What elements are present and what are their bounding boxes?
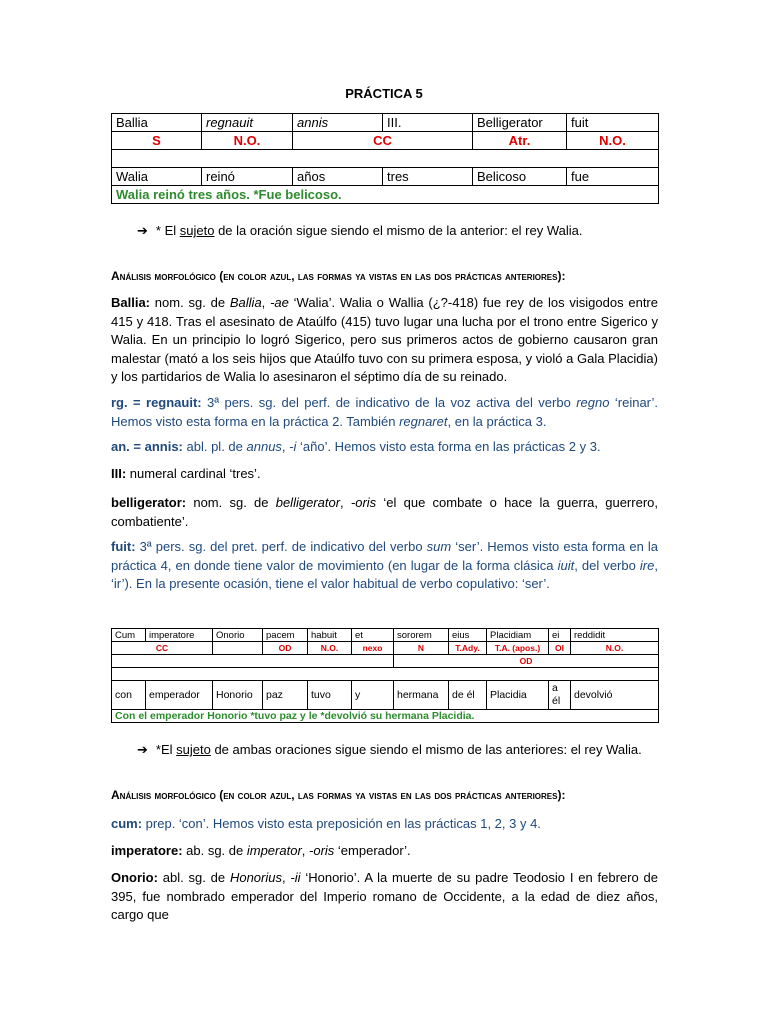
note-1: ➔ * El sujeto de la oración sigue siendo el mismo de la anterior: el rey Walia. xyxy=(137,223,583,238)
latin-word: habuit xyxy=(308,629,352,642)
latin-word: Placidiam xyxy=(487,629,549,642)
spanish-word: con xyxy=(112,681,146,710)
latin-word: et xyxy=(352,629,394,642)
latin-word: eius xyxy=(449,629,487,642)
entry-ballia: Ballia: nom. sg. de Ballia, -ae ‘Walia’. Walia o Wallia (¿?-418) fue rey de los visigodos entre 415 y 418. Tras el asesinato de Ataúlfo (415) tuvo lugar una lucha por el trono entre Sigerico y Walia. En un principio lo logró Sigerico, pero sus primeros actos de gobierno causaron gran malestar (mató a los seis hijos que Ataúlfo tuvo con su primera esposa, y violó a Gala Placidia) y los partidarios de Walia lo asesinaron el séptimo día de su reinado. xyxy=(111,295,658,384)
latin-word: regnauit xyxy=(202,114,293,132)
section-heading-1: Análisis morfológico (en color azul, las formas ya vistas en las dos prácticas anteriores): xyxy=(111,269,566,283)
entry-cum: cum: prep. ‘con’. Hemos visto esta preposición en las prácticas 1, 2, 3 y 4. xyxy=(111,816,541,831)
spanish-word: años xyxy=(293,168,383,186)
function-label: nexo xyxy=(352,642,394,655)
arrow-right-icon: ➔ xyxy=(137,742,148,757)
arrow-right-icon: ➔ xyxy=(137,223,148,238)
latin-word: Ballia xyxy=(112,114,202,132)
spanish-word: Placidia xyxy=(487,681,549,710)
spanish-word: tres xyxy=(383,168,473,186)
function-label: CC xyxy=(112,642,213,655)
latin-word: Cum xyxy=(112,629,146,642)
spanish-word: Walia xyxy=(112,168,202,186)
function-row xyxy=(112,132,659,150)
function-label: OI xyxy=(549,642,571,655)
translation-row xyxy=(112,710,659,723)
function-label: N.O. xyxy=(571,642,659,655)
latin-word: III. xyxy=(383,114,473,132)
function-label: N xyxy=(394,642,449,655)
empty-row xyxy=(112,668,659,681)
spanish-row xyxy=(112,681,659,710)
spanish-word: tuvo xyxy=(308,681,352,710)
entry-fuit: fuit: 3ª pers. sg. del pret. perf. de indicativo del verbo sum ‘ser’. Hemos visto esta forma en la práctica 4, en donde tiene valor de movimiento (en lugar de la forma clásica iuit, del verbo ire, ‘ir’). En la presente ocasión, tiene el valor habitual de verbo copulativo: ‘ser’. xyxy=(111,539,658,591)
spanish-word: Honorio xyxy=(213,681,263,710)
entry-onorio: Onorio: abl. sg. de Honorius, -ii ‘Honorio’. A la muerte de su padre Teodosio I en febrero de 395, fue nombrado emperador del Imperio romano de Occidente, a la edad de diez años, cargo que xyxy=(111,870,658,922)
latin-word: imperatore xyxy=(146,629,213,642)
spanish-word: hermana xyxy=(394,681,449,710)
function-label: T.Ady. xyxy=(449,642,487,655)
latin-word: fuit xyxy=(567,114,659,132)
page-title: PRÁCTICA 5 xyxy=(345,86,423,101)
function-row xyxy=(112,642,659,655)
function-label xyxy=(213,642,263,655)
latin-row xyxy=(112,114,659,132)
spanish-word: Belicoso xyxy=(473,168,567,186)
analysis-table-2 xyxy=(111,628,659,723)
section-heading-2: Análisis morfológico (en color azul, las formas ya vistas en las dos prácticas anteriores): xyxy=(111,788,566,802)
spanish-row xyxy=(112,168,659,186)
spanish-word: reinó xyxy=(202,168,293,186)
entry-annis: an. = annis: abl. pl. de annus, -i ‘año’. Hemos visto esta forma en las prácticas 2 y 3. xyxy=(111,439,601,454)
entry-iii: III: numeral cardinal ‘tres’. xyxy=(111,466,261,481)
spanish-word: paz xyxy=(263,681,308,710)
function-label: S xyxy=(112,132,202,150)
spanish-word: fue xyxy=(567,168,659,186)
spanish-word: a él xyxy=(549,681,571,710)
entry-imperatore: imperatore: ab. sg. de imperator, -oris ‘emperador’. xyxy=(111,843,411,858)
translation: Walia reinó tres años. *Fue belicoso. xyxy=(112,186,659,204)
function-label: N.O. xyxy=(202,132,293,150)
latin-word: sororem xyxy=(394,629,449,642)
spanish-word: emperador xyxy=(146,681,213,710)
function-label: CC xyxy=(293,132,473,150)
latin-word: Onorio xyxy=(213,629,263,642)
latin-word: ei xyxy=(549,629,571,642)
latin-word: Belligerator xyxy=(473,114,567,132)
od-row xyxy=(112,655,659,668)
latin-word: pacem xyxy=(263,629,308,642)
entry-regnauit: rg. = regnauit: 3ª pers. sg. del perf. de indicativo de la voz activa del verbo regno ‘reinar’. Hemos visto esta forma en la práctica 2. También regnaret, en la práctica 3. xyxy=(111,395,658,429)
empty-row xyxy=(112,150,659,168)
function-label: T.A. (apos.) xyxy=(487,642,549,655)
spanish-word: de él xyxy=(449,681,487,710)
analysis-table-1 xyxy=(111,113,659,204)
entry-belligerator: belligerator: nom. sg. de belligerator, -oris ‘el que combate o hace la guerra, guerrero, combatiente’. xyxy=(111,495,658,529)
note-2: ➔ *El sujeto de ambas oraciones sigue siendo el mismo de las anteriores: el rey Walia. xyxy=(137,742,642,757)
spanish-word: y xyxy=(352,681,394,710)
function-label: N.O. xyxy=(308,642,352,655)
latin-word: reddidit xyxy=(571,629,659,642)
translation-row xyxy=(112,186,659,204)
translation: Con el emperador Honorio *tuvo paz y le *devolvió su hermana Placidia. xyxy=(112,710,659,723)
function-label: Atr. xyxy=(473,132,567,150)
function-label: OD xyxy=(394,655,659,668)
function-label: N.O. xyxy=(567,132,659,150)
function-label: OD xyxy=(263,642,308,655)
latin-row xyxy=(112,629,659,642)
spanish-word: devolvió xyxy=(571,681,659,710)
latin-word: annis xyxy=(293,114,383,132)
